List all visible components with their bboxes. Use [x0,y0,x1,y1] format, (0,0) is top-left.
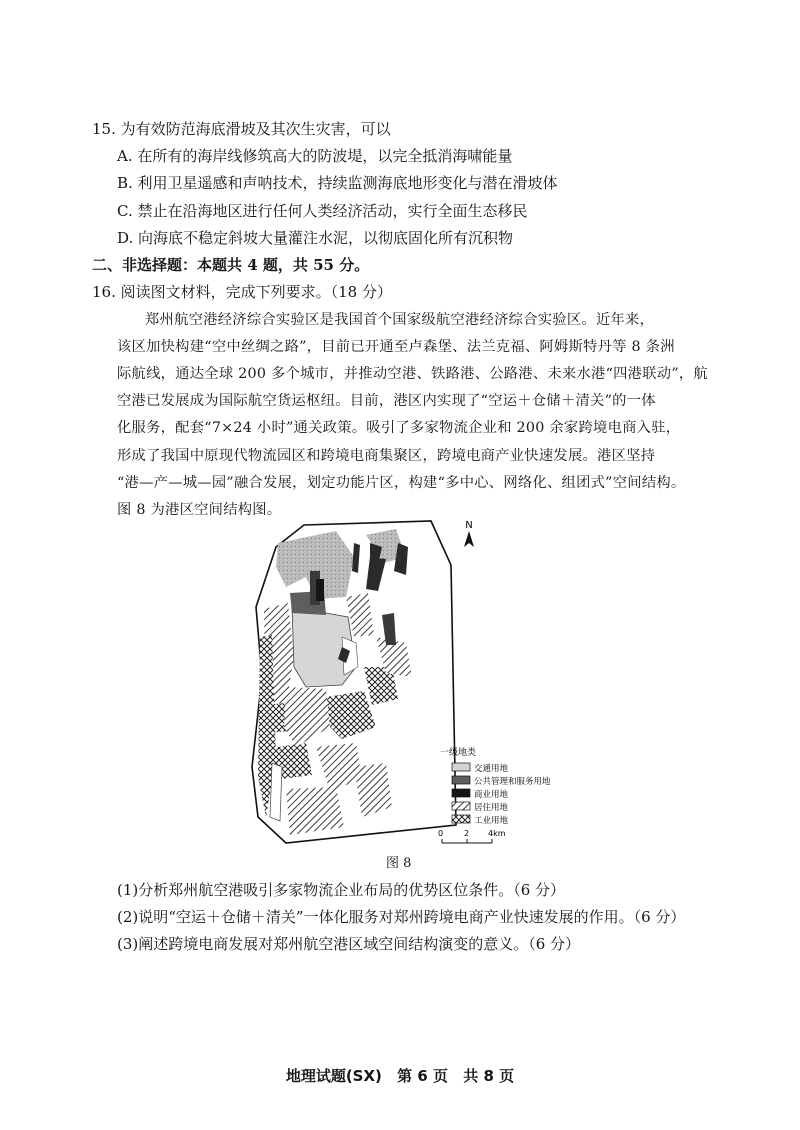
q15-stem: 15. 为有效防范海底滑坡及其次生灾害，可以 [92,120,391,138]
figure-caption: 图 8 [386,856,412,871]
legend-label: 工业用地 [474,816,509,826]
paragraph-line: 图 8 为港区空间结构图。 [117,502,282,518]
north-label: N [465,520,473,531]
legend-item [452,802,509,813]
footer-page: 第 6 页 [397,1067,449,1085]
legend-item [452,763,509,774]
map-legend [440,746,551,826]
page-footer [0,1065,800,1086]
q16-question-3: (3)阐述跨境电商发展对郑州航空港区域空间结构演变的意义。（6 分） [117,935,581,953]
q16-question-1: (1)分析郑州航空港吸引多家物流企业布局的优势区位条件。（6 分） [117,881,566,899]
paragraph-line: 际航线，通达全球 200 多个城市，并推动空港、铁路港、公路港、未来水港“四港联动”，航 [117,366,708,382]
scale-tick: 4km [488,829,506,838]
paragraph-line: “港—产—城—园”融合发展，划定功能片区，构建“多中心、网络化、组团式”空间结构。 [117,475,686,491]
paragraph-line: 空港已发展成为国际航空货运枢纽。目前，港区内实现了“空运＋仓储＋清关”的一体 [117,393,656,409]
q15-option-b: B. 利用卫星遥感和声呐技术，持续监测海底地形变化与潜在滑坡体 [117,174,558,192]
port-area-map [246,517,551,847]
q15-option-d: D. 向海底不稳定斜坡大量灌注水泥，以彻底固化所有沉积物 [117,229,514,247]
scale-tick: 2 [464,829,470,838]
scale-bar [438,829,506,843]
legend-item [452,776,551,787]
footer-subject: 地理试题(SX) [285,1067,382,1085]
legend-label: 公共管理和服务用地 [474,777,551,787]
q15-option-c: C. 禁止在沿海地区进行任何人类经济活动，实行全面生态移民 [117,202,528,220]
north-arrow-icon [464,520,474,547]
scale-tick: 0 [438,829,444,838]
legend-label: 商业用地 [474,790,509,800]
paragraph-line: 化服务，配套“7×24 小时”通关政策。吸引了多家物流企业和 200 余家跨境电商入驻， [117,420,681,436]
q16-stem: 16. 阅读图文材料，完成下列要求。（18 分） [92,283,392,301]
paragraph-line: 该区加快构建“空中丝绸之路”，目前已开通至卢森堡、法兰克福、阿姆斯特丹等 8 条洲 [117,339,675,355]
paragraph-line: 形成了我国中原现代物流园区和跨境电商集聚区，跨境电商产业快速发展。港区坚持 [117,448,656,464]
footer-total: 共 8 页 [463,1067,515,1085]
legend-title: 一级地类 [440,748,477,758]
legend-item [452,815,509,826]
legend-label: 居住用地 [474,803,509,813]
section-heading: 二、非选择题：本题共 4 题，共 55 分。 [92,256,370,274]
legend-label: 交通用地 [474,764,509,774]
q16-question-2: (2)说明“空运＋仓储＋清关”一体化服务对郑州跨境电商产业快速发展的作用。（6 分） [117,908,686,926]
q15-option-a: A. 在所有的海岸线修筑高大的防波堤，以完全抵消海啸能量 [117,147,513,165]
legend-item [452,789,509,800]
paragraph-line: 郑州航空港经济综合实验区是我国首个国家级航空港经济综合实验区。近年来， [145,312,655,328]
